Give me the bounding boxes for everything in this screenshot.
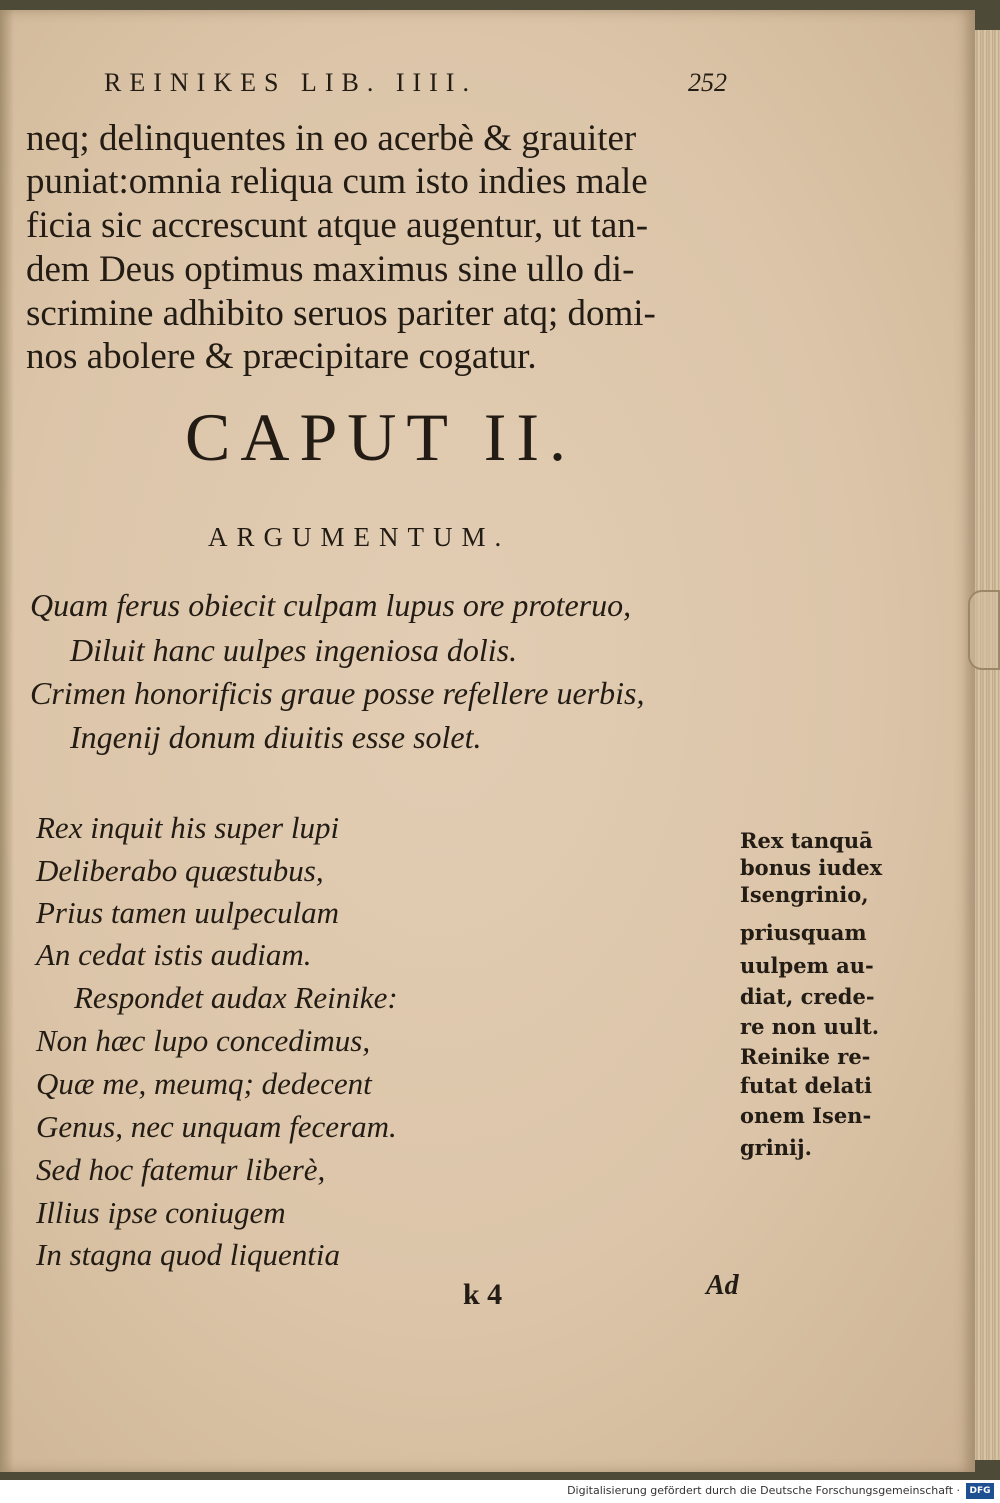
margin-note-line: Rex tanquā [740,828,873,853]
page-tab-mark [968,590,1000,670]
margin-note-line: Isengrinio, [740,882,869,907]
argument-line: Quam ferus obiecit culpam lupus ore proteruo, [30,587,632,623]
verse-line: Respondet audax Reinike: [74,980,398,1015]
verse-line: Non hæc lupo concedimus, [36,1023,371,1058]
folio-number: 252 [688,68,727,97]
margin-note-line: futat delati [740,1073,872,1098]
margin-note-line: grinij. [740,1135,812,1160]
margin-note-line: Reinike re- [740,1044,871,1069]
verse-line: Sed hoc fatemur liberè, [36,1152,326,1187]
verse-line: An cedat istis audiam. [36,937,312,972]
argument-line: Ingenij donum diuitis esse solet. [70,719,482,755]
margin-note-line: onem Isen- [740,1103,872,1128]
margin-note-line: priusquam [740,920,867,945]
argument-line: Diluit hanc uulpes ingeniosa dolis. [70,632,518,668]
prose-line: dem Deus optimus maximus sine ullo di- [26,249,635,290]
gutter-shadow [0,10,14,1472]
verse-line: Prius tamen uulpeculam [36,895,340,930]
argument-line: Crimen honorificis graue posse refellere uerbis, [30,675,645,711]
argument-heading: ARGUMENTUM. [208,522,511,552]
verse-line: Deliberabo quæstubus, [36,853,324,888]
chapter-title: CAPUT II. [185,399,576,475]
margin-note-line: uulpem au- [740,953,874,978]
margin-note-line: bonus iudex [740,855,883,880]
credit-text: Digitalisierung gefördert durch die Deutsche Forschungsgemeinschaft · [567,1484,960,1497]
running-head: REINIKES LIB. IIII. [104,68,477,97]
prose-line: puniat:omnia reliqua cum isto indies male [26,161,648,202]
prose-line: ficia sic accrescunt atque augentur, ut tan- [26,205,649,246]
prose-line: neq; delinquentes in eo acerbè & grauiter [26,118,637,159]
dfg-logo[interactable]: DFG [966,1483,994,1499]
margin-note-line: diat, crede- [740,984,875,1009]
verse-line: Illius ipse coniugem [36,1195,286,1230]
verse-line: Genus, nec unquam feceram. [36,1109,397,1144]
verse-line: Quæ me, meumq; dedecent [36,1066,372,1101]
prose-line: nos abolere & præcipitare cogatur. [26,336,537,377]
signature-mark: k 4 [463,1278,503,1311]
prose-line: scrimine adhibito seruos pariter atq; domi- [26,293,656,334]
verse-line: In stagna quod liquentia [36,1237,340,1272]
verse-line: Rex inquit his super lupi [36,810,340,845]
margin-note-line: re non uult. [740,1014,880,1039]
credit-bar [0,1480,1000,1503]
catchword: Ad [706,1270,739,1301]
